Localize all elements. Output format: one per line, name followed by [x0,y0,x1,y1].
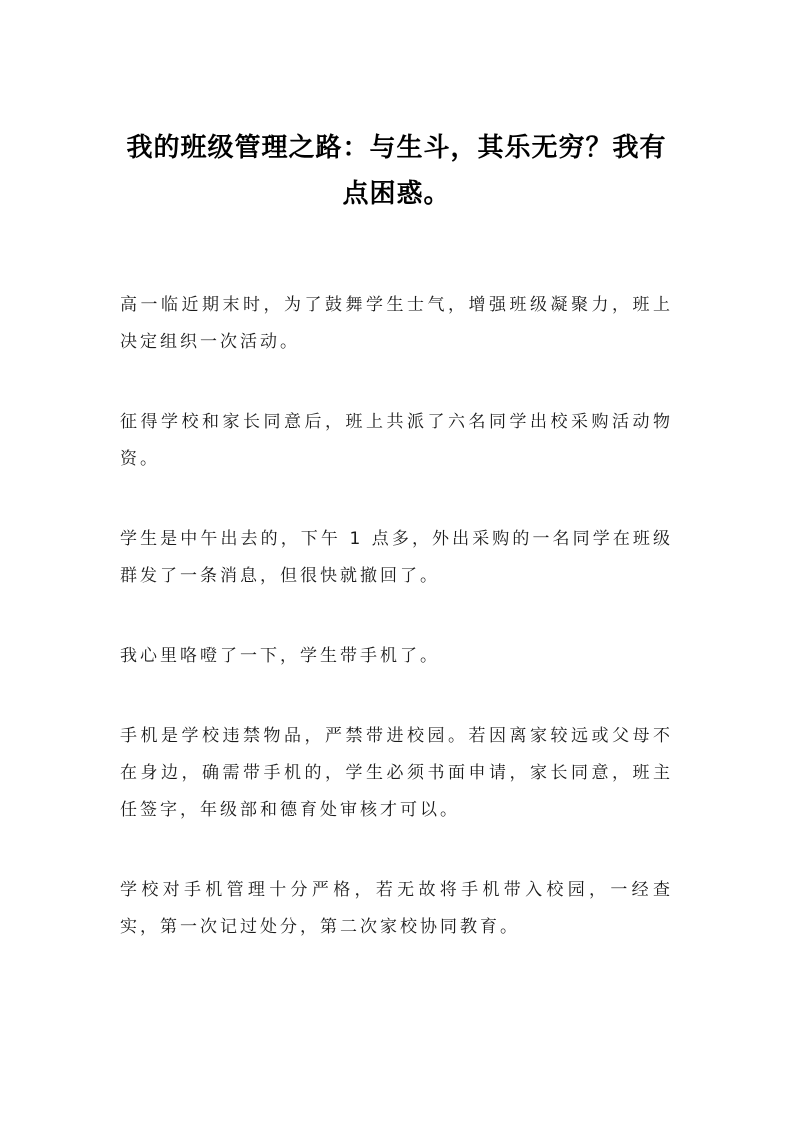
document-body [120,287,673,946]
paragraph: 征得学校和家长同意后，班上共派了六名同学出校采购活动物资。 [120,412,673,469]
paragraph: 学校对手机管理十分严格，若无故将手机带入校园，一经查实，第一次记过处分，第二次家校协同教育。 [120,880,673,937]
paragraph: 我心里咯噔了一下，学生带手机了。 [120,646,440,666]
paragraph: 高一临近期末时，为了鼓舞学生士气，增强班级凝聚力，班上决定组织一次活动。 [120,295,673,352]
paragraph: 学生是中午出去的，下午 1 点多，外出采购的一名同学在班级群发了一条消息，但很快就撤回了。 [120,529,673,586]
paragraph: 手机是学校违禁物品，严禁带进校园。若因离家较远或父母不在身边，确需带手机的，学生必须书面申请，家长同意，班主任签字，年级部和德育处审核才可以。 [120,726,673,820]
document-title: 我的班级管理之路：与生斗，其乐无穷？我有点困惑。 [126,133,667,209]
